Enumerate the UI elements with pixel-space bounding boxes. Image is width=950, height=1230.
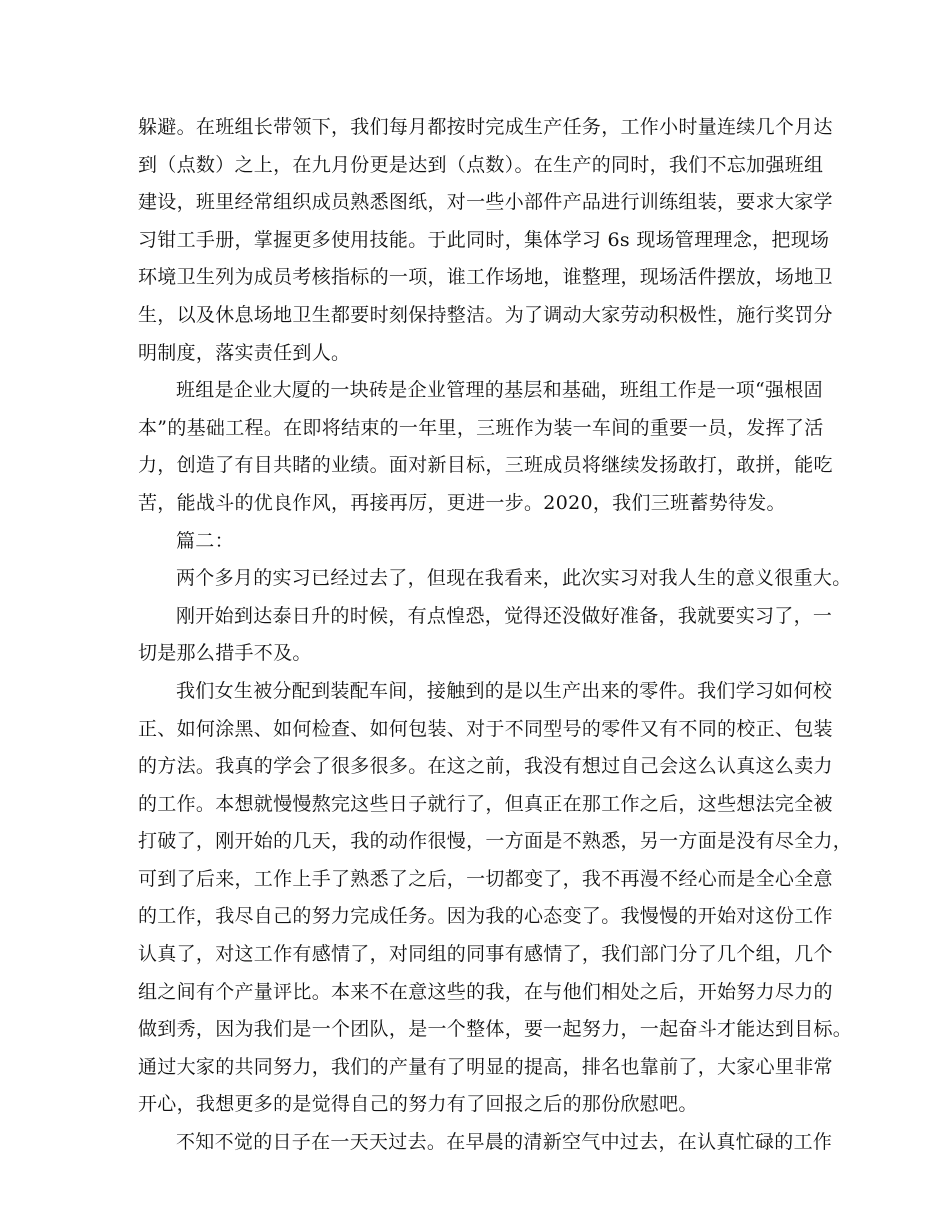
text-line: 切是那么措手不及。: [138, 642, 312, 665]
document-body: [138, 109, 853, 1162]
text-line: 习钳工手册，掌握更多使用技能。于此同时，集体学习 6s 现场管理理念，把现场: [138, 228, 830, 251]
text-line: 建设，班里经常组织成员熟悉图纸，对一些小部件产品进行训练组装，要求大家学: [138, 191, 833, 214]
text-line: 打破了，刚开始的几天，我的动作很慢，一方面是不熟悉，另一方面是没有尽全力，: [138, 830, 853, 853]
text-line: 可到了后来，工作上手了熟悉了之后，一切都变了，我不再漫不经心而是全心全意: [138, 867, 833, 890]
text-line: 篇二：: [176, 529, 234, 552]
text-line: 认真了，对这工作有感情了，对同组的同事有感情了，我们部门分了几个组，几个: [138, 943, 833, 966]
text-line: 本”的基础工程。在即将结束的一年里，三班作为装一车间的重要一员，发挥了活: [138, 416, 824, 439]
text-line: 组之间有个产量评比。本来不在意这些的我，在与他们相处之后，开始努力尽力的: [138, 980, 833, 1003]
text-line: 明制度，落实责任到人。: [138, 341, 351, 364]
text-line: 不知不觉的日子在一天天过去。在早晨的清新空气中过去，在认真忙碌的工作: [176, 1131, 833, 1154]
text-line: 的工作。本想就慢慢熬完这些日子就行了，但真正在那工作之后，这些想法完全被: [138, 792, 833, 815]
text-line: 我们女生被分配到装配车间，接触到的是以生产出来的零件。我们学习如何校: [176, 679, 833, 702]
text-line: 通过大家的共同努力，我们的产量有了明显的提高，排名也靠前了，大家心里非常: [138, 1055, 833, 1078]
text-line: 环境卫生列为成员考核指标的一项，谁工作场地，谁整理，现场活件摆放，场地卫: [138, 266, 833, 289]
text-line: 的工作，我尽自己的努力完成任务。因为我的心态变了。我慢慢的开始对这份工作: [138, 905, 833, 928]
text-line: 力，创造了有目共睹的业绩。面对新目标，三班成员将继续发扬敢打，敢拼，能吃: [138, 454, 833, 477]
text-line: 班组是企业大厦的一块砖是企业管理的基层和基础，班组工作是一项“强根固: [176, 379, 823, 402]
text-line: 躲避。在班组长带领下，我们每月都按时完成生产任务，工作小时量连续几个月达: [138, 116, 833, 138]
text-line: 正、如何涂黑、如何检查、如何包装、对于不同型号的零件又有不同的校正、包装: [138, 717, 833, 740]
text-line: 两个多月的实习已经过去了，但现在我看来，此次实习对我人生的意义很重大。: [176, 567, 852, 590]
text-line: 刚开始到达泰日升的时候，有点惶恐，觉得还没做好准备，我就要实习了，一: [176, 604, 833, 627]
text-line: 到（点数）之上，在九月份更是达到（点数）。在生产的同时，我们不忘加强班组: [138, 153, 824, 176]
text-line: 生，以及休息场地卫生都要时刻保持整洁。为了调动大家劳动积极性，施行奖罚分: [138, 303, 833, 326]
text-line: 开心，我想更多的是觉得自己的努力有了回报之后的那份欣慰吧。: [138, 1093, 698, 1116]
text-line: 的方法。我真的学会了很多很多。在这之前，我没有想过自己会这么认真这么卖力: [138, 755, 833, 778]
text-line: 苦，能战斗的优良作风，再接再厉，更进一步。2020，我们三班蓄势待发。: [138, 491, 786, 514]
text-line: 做到秀，因为我们是一个团队，是一个整体，要一起努力，一起奋斗才能达到目标。: [138, 1018, 853, 1041]
